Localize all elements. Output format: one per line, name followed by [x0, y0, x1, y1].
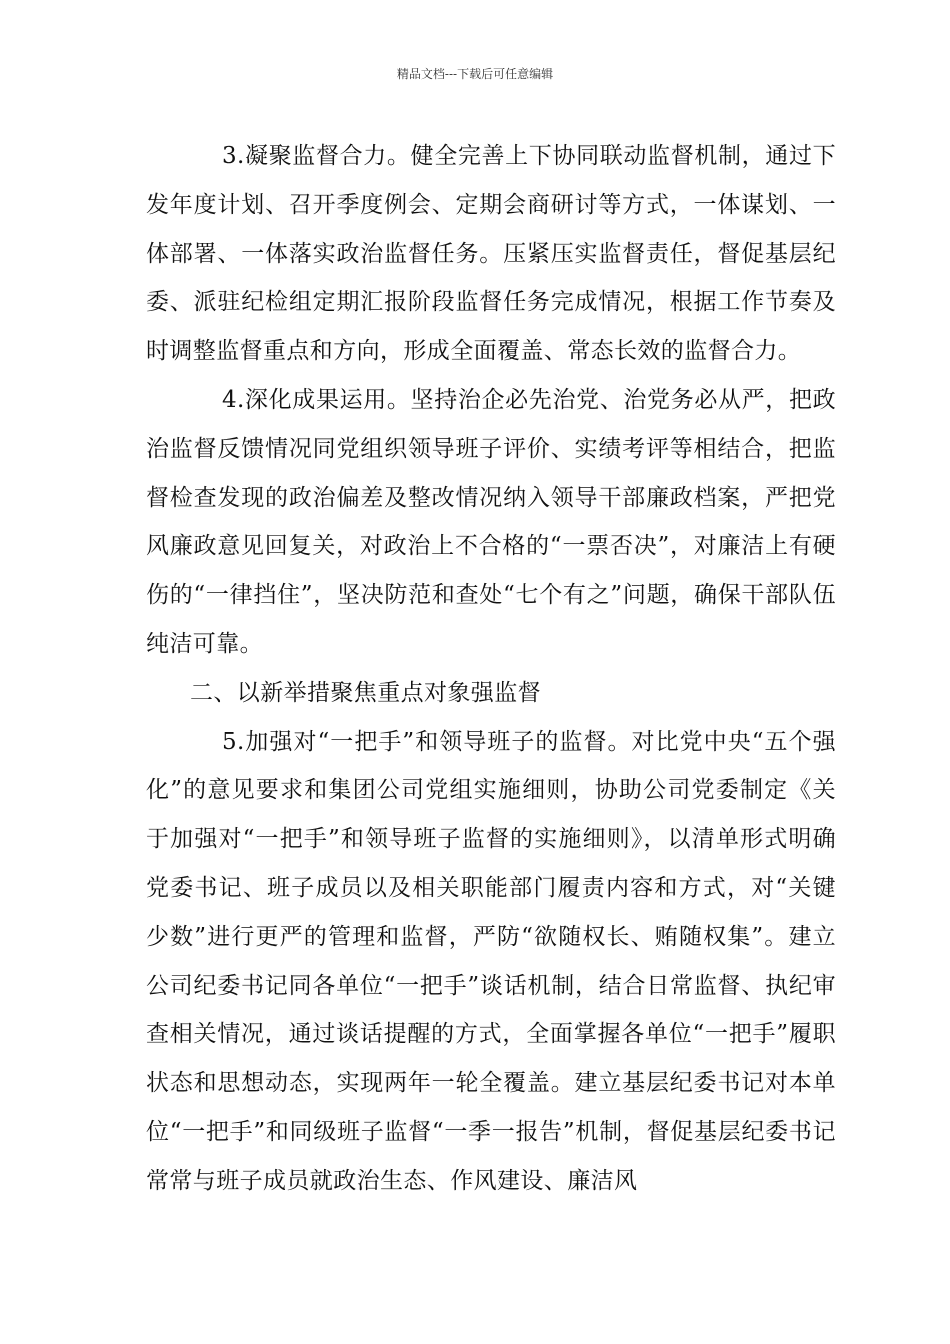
paragraph-3: 3.凝聚监督合力。健全完善上下协同联动监督机制，通过下发年度计划、召开季度例会、定期会商研讨等方式，一体谋划、一体部署、一体落实政治监督任务。压紧压实监督责任，督促基层纪委、派驻纪检组定期汇报阶段监督任务完成情况，根据工作节奏及时调整监督重点和方向，形成全面覆盖、常态长效的监督合力。 [146, 143, 836, 365]
page-header: 精品文档---下载后可任意编辑 [396, 67, 554, 81]
paragraph-4: 4.深化成果运用。坚持治企必先治党、治党务必从严，把政治监督反馈情况同党组织领导班子评价、实绩考评等相结合，把监督检查发现的政治偏差及整改情况纳入领导干部廉政档案，严把党风廉政意见回复关，对政治上不合格的“一票否决”，对廉洁上有硬伤的“一律挡住”，坚决防范和查处“七个有之”问题，确保干部队伍纯洁可靠。 [146, 386, 836, 657]
section-heading-2: 二、以新举措聚焦重点对象强监督 [190, 679, 541, 706]
paragraph-5: 5.加强对“一把手”和领导班子的监督。对比党中央“五个强化”的意见要求和集团公司党组实施细则，协助公司党委制定《关于加强对“一把手”和领导班子监督的实施细则》，以清单形式明确党委书记、班子成员以及相关职能部门履责内容和方式，对“关键少数”进行更严的管理和监督，严防“欲随权长、贿随权集”。建立公司纪委书记同各单位“一把手”谈话机制，结合日常监督、执纪审查相关情况，通过谈话提醒的方式，全面掌握各单位“一把手”履职状态和思想动态，实现两年一轮全覆盖。建立基层纪委书记对本单位“一把手”和同级班子监督“一季一报告”机制，督促基层纪委书记常常与班子成员就政治生态、作风建设、廉洁风 [146, 728, 836, 1194]
document-body [146, 132, 836, 1206]
